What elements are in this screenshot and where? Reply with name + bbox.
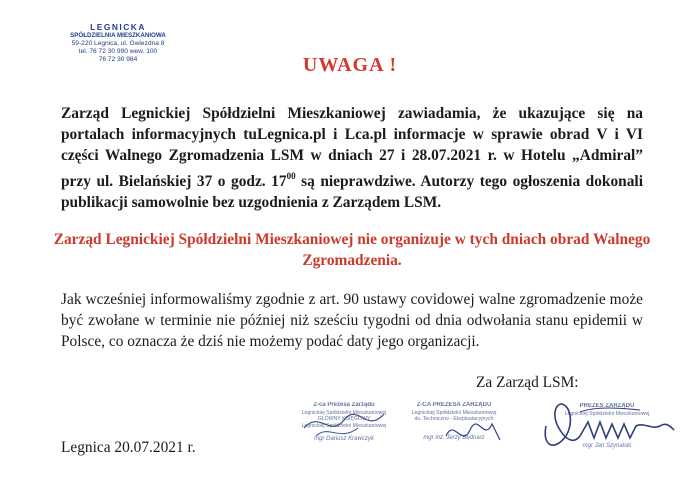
letterhead-phone: tel. 76 72 30 990 wew. 100 [78, 48, 158, 55]
stamp-name: mgr Jan Szynalski [582, 443, 632, 449]
stamp-line: Legnickiej Spółdzielni Mieszkaniowej [301, 409, 387, 416]
stamp-line: ds. Techniczno - Eksploatacyjnych [414, 416, 494, 422]
paragraph-main-text: Zarząd Legnickiej Spółdzielni Mieszkaniowej zawiadamia, że ukazujące się na portalach informacyjnych tuLegnica.pl i Lca.pl informacje w sprawie obrad V i VI części Walnego Zgromadzenia LSM w dniach 27 i 28.07.2021 r. w Hotelu „Admiral” przy ul. Bielańskiej 37 o godz. 17 [61, 105, 643, 190]
stamp-line: Legnickiej Spółdzielni Mieszkaniowej [411, 409, 497, 416]
notice-title: UWAGA ! [302, 54, 398, 76]
stamp-line: Legnickiej Spółdzielni Mieszkaniowej [564, 410, 650, 417]
notice-paragraph-main [61, 103, 643, 213]
letterhead-org-sub: SPÓŁDZIELNIA MIESZKANIOWA [70, 32, 166, 39]
stamp-name: mgr inż. Jerzy Bednarz [423, 434, 485, 441]
stamp-line: Legnickiej Spółdzielni Mieszkaniowej [301, 422, 387, 429]
letterhead-address: 59-220 Legnica, ul. Gwiezdna 8 [71, 40, 165, 47]
paragraph-main-text-end: są nieprawdziwe. Autorzy tego ogłoszenia dokonali publikacji samowolnie bez uzgodnienia z Zarządem LSM. [61, 173, 643, 211]
signoff: Za Zarząd LSM: [476, 374, 579, 391]
stamp-title: Z-CA PREZESA ZARZĄDU [416, 402, 492, 408]
stamp-line: GŁÓWNY KSIĘGOWY [317, 416, 371, 422]
paragraph-main-superscript: 00 [286, 171, 296, 181]
place-date: Legnica 20.07.2021 r. [61, 439, 196, 456]
letterhead-org-name: LEGNICKA [90, 22, 146, 32]
signature-1 [300, 398, 390, 448]
stamp-title: PREZES ZARZĄDU [579, 403, 635, 409]
signature-3 [540, 396, 680, 460]
stamp-name: mgr Dariusz Krawczyk [314, 436, 374, 442]
letterhead-phone2: 76 72 30 984 [98, 56, 138, 63]
notice-paragraph-emphasis: Zarząd Legnickiej Spółdzielni Mieszkaniowej nie organizuje w tych dniach obrad Walnego Zgromadzenia. [53, 231, 651, 269]
stamp-title: Z-ca Prezesa Zarządu [313, 402, 375, 408]
signature-2 [440, 412, 510, 452]
notice-paragraph-info: Jak wcześniej informowaliśmy zgodnie z art. 90 ustawy covidowej walne zgromadzenie może być zwołane w terminie nie później niż sześciu tygodni od dnia odwołania stanu epidemii w Polsce, co oznacza że dziś nie możemy podać daty jego organizacji. [61, 291, 643, 350]
